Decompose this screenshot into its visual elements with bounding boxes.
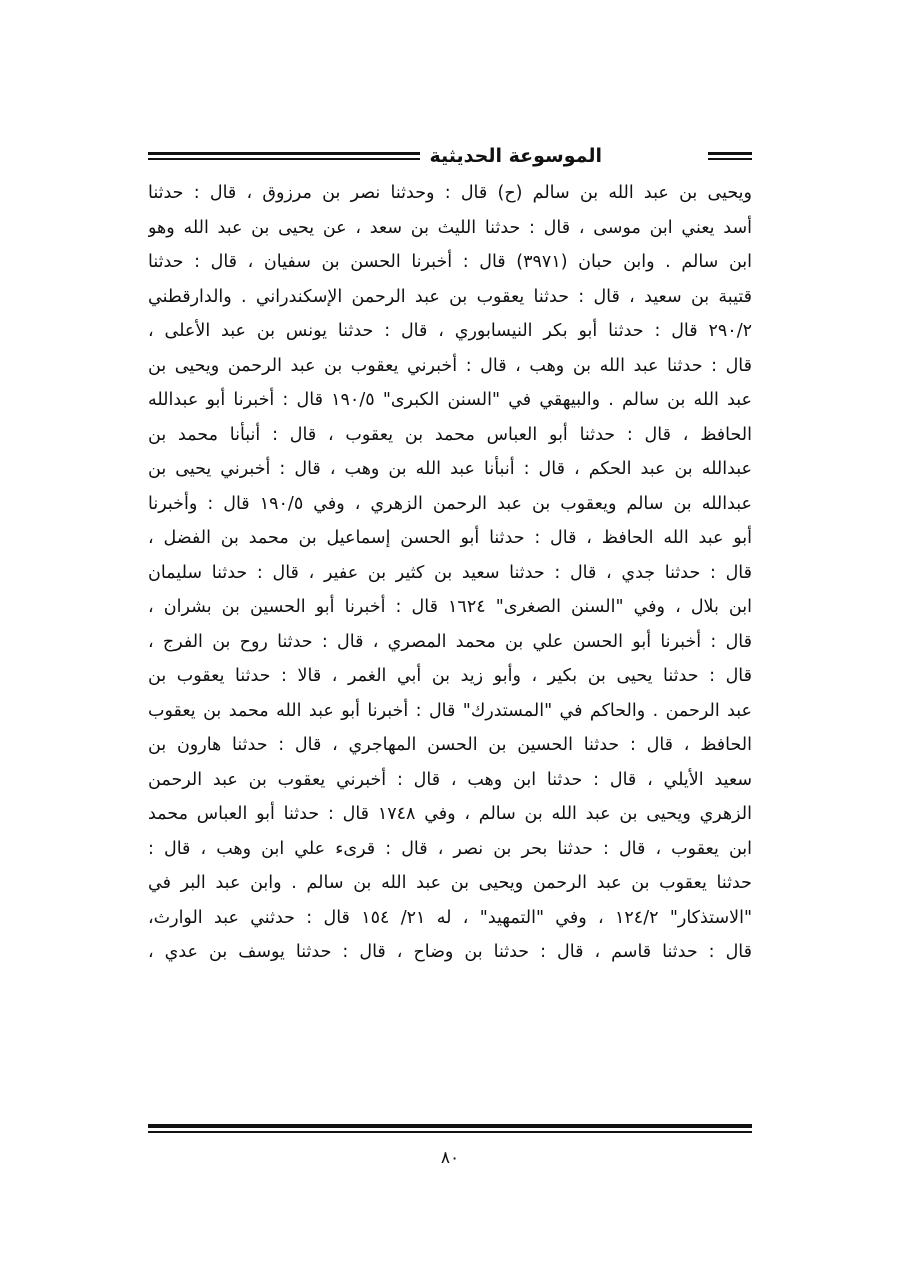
text-line: قال : حدثنا جدي ، قال : حدثنا سعيد بن كثير بن عفير ، قال : حدثنا سليمان: [148, 562, 752, 583]
text-line: قال : حدثنا قاسم ، قال : حدثنا بن وضاح ، قال : حدثنا يوسف بن عدي ،: [148, 942, 752, 962]
text-line: الحافظ ، قال : حدثنا الحسين بن الحسن المهاجري ، قال : حدثنا هارون بن: [148, 735, 752, 755]
footer-rule: [148, 1124, 752, 1133]
text-line: عبد الله بن سالم . والبيهقي في "السنن الكبرى" ١٩٠/٥ قال : أخبرنا أبو عبدالله: [148, 390, 752, 410]
text-line: أسد يعني ابن موسى ، قال : حدثنا الليث بن سعد ، عن يحيى بن عبد الله وهو: [148, 217, 752, 238]
header-title: الموسوعة الحديثية: [420, 140, 613, 172]
text-line: أبو عبد الله الحافظ ، قال : حدثنا أبو الحسن إسماعيل بن محمد بن الفضل ،: [148, 528, 752, 548]
text-line: سعيد الأيلي ، قال : حدثنا ابن وهب ، قال : أخبرني يعقوب بن عبد الرحمن: [148, 769, 752, 790]
text-line: الزهري ويحيى بن عبد الله بن سالم ، وفي ١٧٤٨ قال : حدثنا أبو العباس محمد: [148, 804, 752, 824]
text-line: قال : أخبرنا أبو الحسن علي بن محمد المصري ، قال : حدثنا روح بن الفرج ،: [148, 631, 752, 652]
text-line: قال : حدثنا يحيى بن بكير ، وأبو زيد بن أبي الغمر ، قالا : حدثنا يعقوب بن: [148, 666, 752, 686]
text-line: قال : حدثنا عبد الله بن وهب ، قال : أخبرني يعقوب بن عبد الرحمن ويحيى بن: [148, 355, 752, 376]
text-line: عبدالله بن سالم ويعقوب بن عبد الرحمن الزهري ، وفي ١٩٠/٥ قال : وأخبرنا: [148, 493, 752, 514]
text-line: ابن سالم . وابن حبان (٣٩٧١) قال : أخبرنا الحسن بن سفيان ، قال : حدثنا: [148, 252, 752, 272]
text-line: حدثنا يعقوب بن عبد الرحمن ويحيى بن عبد الله بن سالم . وابن عبد البر في: [148, 873, 752, 893]
text-line: ٢٩٠/٢ قال : حدثنا أبو بكر النيسابوري ، قال : حدثنا يونس بن عبد الأعلى ،: [148, 321, 752, 341]
text-line: "الاستذكار" ١٢٤/٢ ، وفي "التمهيد" ، له ٢١/ ١٥٤ قال : حدثني عبد الوارث،: [148, 907, 752, 928]
main-text: [148, 176, 752, 970]
text-line: ابن يعقوب ، قال : حدثنا بحر بن نصر ، قال : قرىء علي ابن وهب ، قال :: [148, 838, 752, 859]
text-line: قتيبة بن سعيد ، قال : حدثنا يعقوب بن عبد الرحمن الإسكندراني . والدارقطني: [148, 286, 752, 307]
text-line: ويحيى بن عبد الله بن سالم (ح) قال : وحدثنا نصر بن مرزوق ، قال : حدثنا: [148, 183, 752, 203]
text-line: ابن بلال ، وفي "السنن الصغرى" ١٦٢٤ قال : أخبرنا أبو الحسين بن بشران ،: [148, 597, 752, 617]
text-line: عبدالله بن عبد الحكم ، قال : أنبأنا عبد الله بن وهب ، قال : أخبرني يحيى بن: [148, 459, 752, 479]
text-line: الحافظ ، قال : حدثنا أبو العباس محمد بن يعقوب ، قال : أنبأنا محمد بن: [148, 424, 752, 445]
page-number: ٨٠: [440, 1148, 460, 1168]
text-line: عبد الرحمن . والحاكم في "المستدرك" قال : أخبرنا أبو عبد الله محمد بن يعقوب: [148, 700, 752, 721]
running-header: [148, 140, 752, 176]
